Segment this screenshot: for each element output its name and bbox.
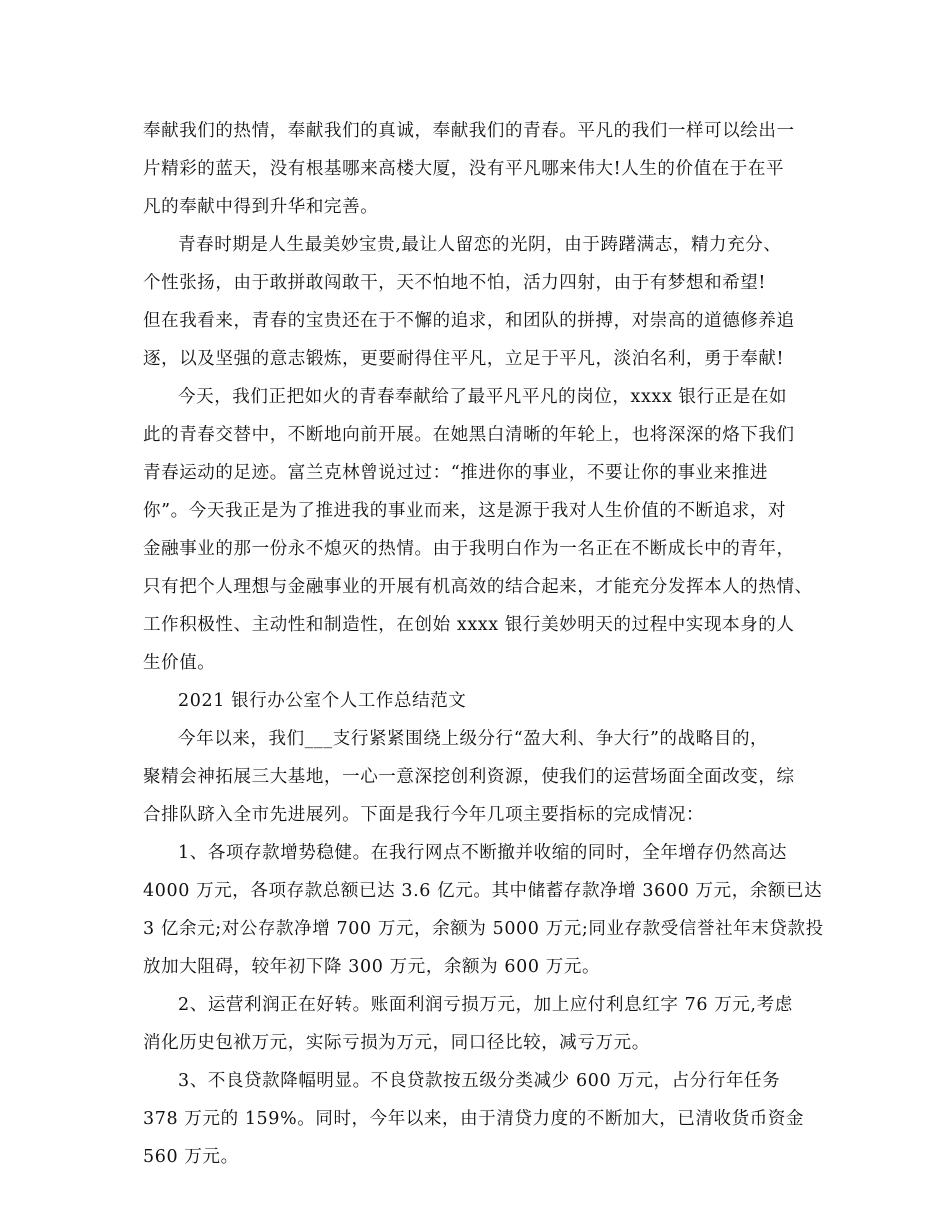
- text-line: 只有把个人理想与金融事业的开展有机高效的结合起来，才能充分发挥本人的热情、: [143, 577, 813, 597]
- text-line: 金融事业的那一份永不熄灭的热情。由于我明白作为一名正在不断成长中的青年，: [143, 539, 795, 559]
- text-line: 今天，我们正把如火的青春奉献给了最平凡平凡的岗位，xxxx 银行正是在如: [178, 387, 788, 407]
- text-line: 生价值。: [143, 653, 216, 673]
- text-line: 但在我看来，青春的宝贵还在于不懈的追求，和团队的拼搏，对崇高的道德修养追: [143, 311, 795, 331]
- text-line: 今年以来，我们___支行紧紧围绕上级分行“盈大利、争大行”的战略目的，: [178, 729, 769, 749]
- text-line: 2、运营利润正在好转。账面利润亏损万元，加上应付利息红字 76 万元,考虑: [178, 995, 793, 1015]
- text-line: 合排队跻入全市先进展列。下面是我行今年几项主要指标的完成情况：: [143, 805, 705, 825]
- section-heading: 2021 银行办公室个人工作总结范文: [178, 691, 467, 711]
- text-line: 聚精会神拓展三大基地，一心一意深挖创利资源，使我们的运营场面全面改变，综: [143, 767, 795, 787]
- text-line: 青春运动的足迹。富兰克林曾说过过：“推进你的事业，不要让你的事业来推进: [143, 463, 768, 483]
- text-line: 此的青春交替中，不断地向前开展。在她黑白清晰的年轮上，也将深深的烙下我们: [143, 425, 795, 445]
- text-line: 片精彩的蓝天，没有根基哪来高楼大厦，没有平凡哪来伟大!人生的价值在于在平: [143, 159, 785, 179]
- text-line: 凡的奉献中得到升华和完善。: [143, 197, 379, 217]
- text-line: 378 万元的 159%。同时，今年以来，由于清贷力度的不断加大，已清收货币资金: [143, 1109, 805, 1129]
- text-line: 工作积极性、主动性和制造性，在创始 xxxx 银行美妙明天的过程中实现本身的人: [143, 615, 795, 635]
- text-line: 你”。今天我正是为了推进我的事业而来，这是源于我对人生价值的不断追求，对: [143, 501, 787, 521]
- text-line: 逐，以及坚强的意志锻炼，更要耐得住平凡，立足于平凡，淡泊名利，勇于奉献!: [143, 349, 785, 369]
- text-line: 560 万元。: [143, 1147, 239, 1167]
- text-line: 3、不良贷款降幅明显。不良贷款按五级分类减少 600 万元，占分行年任务: [178, 1071, 781, 1091]
- text-line: 奉献我们的热情，奉献我们的真诚，奉献我们的青春。平凡的我们一样可以绘出一: [143, 121, 795, 141]
- text-line: 放加大阻碍，较年初下降 300 万元，余额为 600 万元。: [143, 957, 601, 977]
- text-line: 3 亿余元;对公存款净增 700 万元，余额为 5000 万元;同业存款受信誉社年末贷款投: [143, 919, 824, 939]
- text-line: 青春时期是人生最美妙宝贵,最让人留恋的光阴，由于踌躇满志，精力充分、: [178, 235, 782, 255]
- text-line: 个性张扬，由于敢拼敢闯敢干，天不怕地不怕，活力四射，由于有梦想和希望!: [143, 273, 767, 293]
- text-line: 4000 万元，各项存款总额已达 3.6 亿元。其中储蓄存款净增 3600 万元，余额已达: [143, 881, 823, 901]
- text-line: 1、各项存款增势稳健。在我行网点不断撤并收缩的同时，全年增存仍然高达: [178, 843, 788, 863]
- text-line: 消化历史包袱万元，实际亏损为万元，同口径比较，减亏万元。: [143, 1033, 650, 1053]
